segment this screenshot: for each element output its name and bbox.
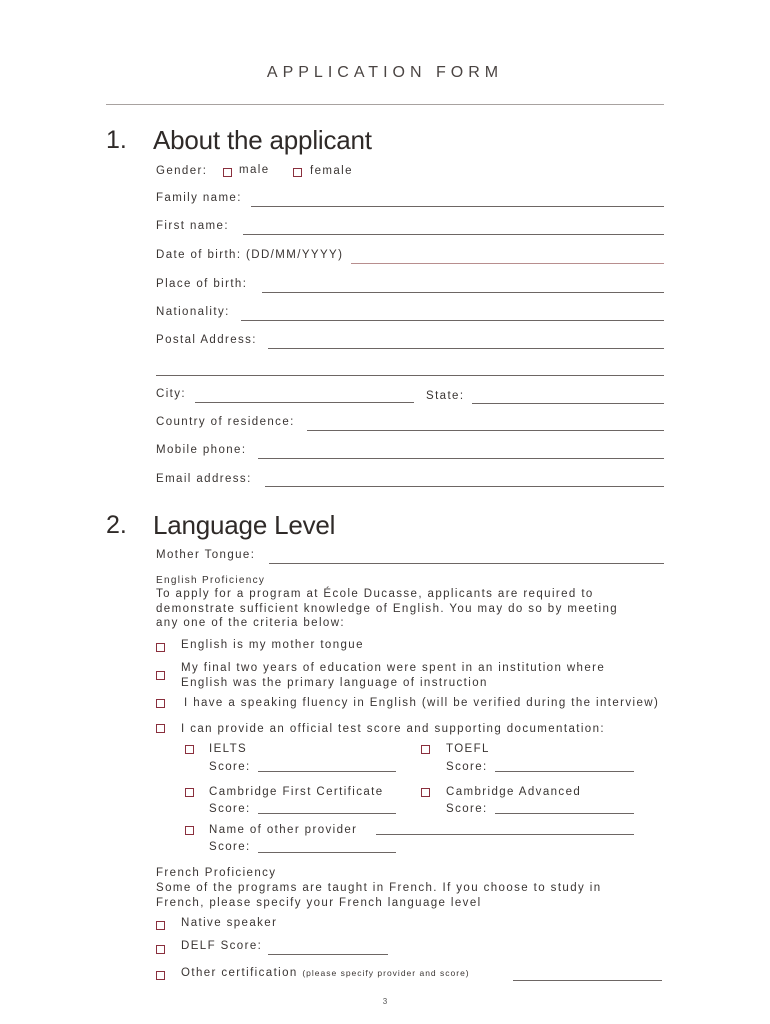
family-name-field[interactable] <box>251 206 664 207</box>
nationality-field[interactable] <box>241 320 664 321</box>
native-speaker-checkbox[interactable] <box>156 921 165 930</box>
native-speaker-label: Native speaker <box>181 917 278 929</box>
gender-female-label: female <box>310 165 353 177</box>
other-certification-label <box>181 967 470 979</box>
email-address-field[interactable] <box>265 486 664 487</box>
other-provider-checkbox[interactable] <box>185 826 194 835</box>
other-provider-score-label: Score: <box>209 841 251 853</box>
mobile-phone-label: Mobile phone: <box>156 444 247 456</box>
english-speaking-fluency-checkbox[interactable] <box>156 699 165 708</box>
other-certification-checkbox[interactable] <box>156 971 165 980</box>
cambridge-advanced-score-label: Score: <box>446 803 488 815</box>
other-provider-score-field[interactable] <box>258 852 396 853</box>
english-speaking-fluency-label: I have a speaking fluency in English (will be verified during the interview) <box>184 697 660 709</box>
gender-male-checkbox[interactable] <box>223 168 232 177</box>
gender-label: Gender: <box>156 165 208 177</box>
postal-address-field-line-2[interactable] <box>156 375 664 376</box>
other-provider-label: Name of other provider <box>209 824 358 836</box>
english-mother-tongue-checkbox[interactable] <box>156 643 165 652</box>
cambridge-first-label: Cambridge First Certificate <box>209 786 384 798</box>
other-certification-field[interactable] <box>513 980 662 981</box>
english-education-line-1: My final two years of education were spent in an institution where <box>181 662 606 674</box>
english-education-line-2: English was the primary language of instruction <box>181 676 488 689</box>
cambridge-advanced-label: Cambridge Advanced <box>446 786 582 798</box>
page-number: 3 <box>382 997 388 1006</box>
english-test-score-label: I can provide an official test score and supporting documentation: <box>181 723 605 735</box>
english-education-label <box>181 661 605 690</box>
form-title: APPLICATION FORM <box>266 64 504 81</box>
ielts-score-label: Score: <box>209 761 251 773</box>
french-intro <box>156 881 671 910</box>
ielts-checkbox[interactable] <box>185 745 194 754</box>
section-1-title: About the applicant <box>153 125 372 155</box>
english-intro <box>156 587 671 631</box>
delf-score-field[interactable] <box>268 954 388 955</box>
city-label: City: <box>156 388 186 400</box>
other-certification-note: (please specify provider and score) <box>302 968 470 978</box>
cambridge-first-checkbox[interactable] <box>185 788 194 797</box>
gender-female-checkbox[interactable] <box>293 168 302 177</box>
mother-tongue-field[interactable] <box>269 563 664 564</box>
postal-address-label: Postal Address: <box>156 334 257 346</box>
english-intro-line-1: To apply for a program at École Ducasse, applicants are required to <box>156 588 594 600</box>
toefl-checkbox[interactable] <box>421 745 430 754</box>
postal-address-field[interactable] <box>268 348 664 349</box>
french-proficiency-heading: French Proficiency <box>156 867 277 879</box>
toefl-score-label: Score: <box>446 761 488 773</box>
gender-male-label: male <box>239 164 270 176</box>
country-of-residence-field[interactable] <box>307 430 664 431</box>
date-of-birth-field[interactable] <box>351 263 664 264</box>
section-2-number: 2. <box>106 511 127 539</box>
mobile-phone-field[interactable] <box>258 458 664 459</box>
french-intro-line-2: French, please specify your French language level <box>156 896 482 909</box>
email-address-label: Email address: <box>156 473 252 485</box>
english-intro-line-2: demonstrate sufficient knowledge of English. You may do so by meeting <box>156 602 619 615</box>
cambridge-first-score-field[interactable] <box>258 813 396 814</box>
cambridge-first-score-label: Score: <box>209 803 251 815</box>
delf-score-label: DELF Score: <box>181 940 263 952</box>
english-proficiency-heading: English Proficiency <box>156 575 266 586</box>
french-intro-line-1: Some of the programs are taught in French. If you choose to study in <box>156 882 602 894</box>
section-2-title: Language Level <box>153 510 336 540</box>
delf-checkbox[interactable] <box>156 945 165 954</box>
first-name-field[interactable] <box>243 234 664 235</box>
english-intro-line-3: any one of the criteria below: <box>156 617 346 629</box>
english-test-score-checkbox[interactable] <box>156 724 165 733</box>
ielts-label: IELTS <box>209 743 248 755</box>
english-education-checkbox[interactable] <box>156 671 165 680</box>
english-mother-tongue-label: English is my mother tongue <box>181 639 364 651</box>
date-of-birth-label: Date of birth: (DD/MM/YYYY) <box>156 249 344 261</box>
other-certification-text: Other certification <box>181 967 298 979</box>
cambridge-advanced-checkbox[interactable] <box>421 788 430 797</box>
title-divider <box>106 104 664 105</box>
place-of-birth-label: Place of birth: <box>156 278 248 290</box>
nationality-label: Nationality: <box>156 306 230 318</box>
state-label: State: <box>426 390 465 402</box>
other-provider-name-field[interactable] <box>376 834 634 835</box>
family-name-label: Family name: <box>156 192 242 204</box>
section-1-number: 1. <box>106 126 127 154</box>
country-of-residence-label: Country of residence: <box>156 416 295 428</box>
ielts-score-field[interactable] <box>258 771 396 772</box>
city-field[interactable] <box>195 402 414 403</box>
mother-tongue-label: Mother Tongue: <box>156 549 256 561</box>
state-field[interactable] <box>472 403 664 404</box>
place-of-birth-field[interactable] <box>262 292 664 293</box>
cambridge-advanced-score-field[interactable] <box>495 813 634 814</box>
toefl-score-field[interactable] <box>495 771 634 772</box>
toefl-label: TOEFL <box>446 743 490 755</box>
first-name-label: First name: <box>156 220 229 232</box>
